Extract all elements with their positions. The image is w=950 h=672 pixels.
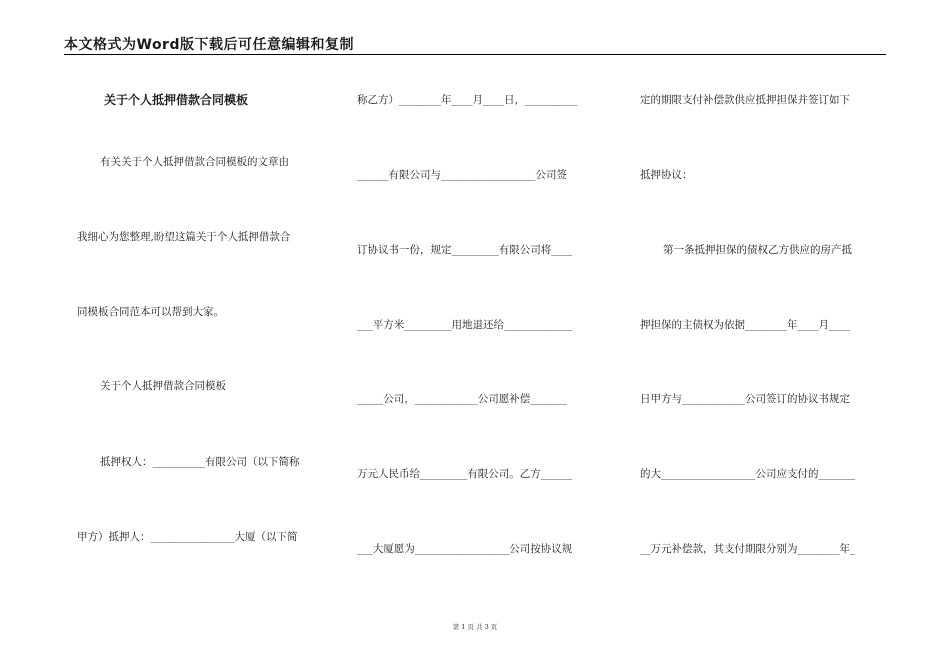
text-line: 日甲方与____________公司签订的协议书规定 (640, 393, 850, 405)
text-line: 同模板合同范本可以帮到大家。 (77, 306, 224, 318)
text-line: 有关关于个人抵押借款合同模板的文章由 (100, 156, 289, 168)
text-line: 甲方）抵押人：________________大厦（以下简 (77, 531, 298, 543)
text-line: ___平方米_________用地退还给_____________ (357, 319, 573, 331)
text-line: __万元补偿款，其支付期限分别为________年_ (640, 543, 856, 555)
text-line: 称乙方）________年____月____日，__________ (357, 94, 578, 106)
text-line: 定的期限支付补偿款供应抵押担保并签订如下 (640, 94, 850, 106)
header-rule (64, 54, 886, 55)
text-line: 抵押权人：__________有限公司（以下简称 (100, 456, 300, 468)
text-line: _____公司，____________公司愿补偿_______ (357, 393, 567, 405)
text-line: 抵押协议： (640, 169, 693, 181)
document-title: 关于个人抵押借款合同模板 (104, 93, 249, 107)
text-line: 的大__________________公司应支付的_______ (640, 468, 856, 480)
page-number: 第 1 页 共 3 页 (452, 623, 498, 631)
document-header: 本文格式为Word版下载后可任意编辑和复制 (64, 37, 354, 53)
section-heading: 关于个人抵押借款合同模板 (100, 380, 226, 392)
text-line: 押担保的主债权为依据________年____月____ (640, 319, 850, 331)
text-line: 万元人民币给_________有限公司。乙方______ (357, 468, 573, 480)
text-line: 订协议书一份，规定_________有限公司将____ (357, 244, 573, 256)
text-line: 我细心为您整理,盼望这篇关于个人抵押借款合 (77, 231, 291, 243)
text-line: ___大厦愿为__________________公司按协议规 (357, 543, 573, 555)
text-line: 第一条抵押担保的债权乙方供应的房产抵 (663, 244, 852, 256)
text-line: ______有限公司与__________________公司签 (357, 169, 567, 181)
